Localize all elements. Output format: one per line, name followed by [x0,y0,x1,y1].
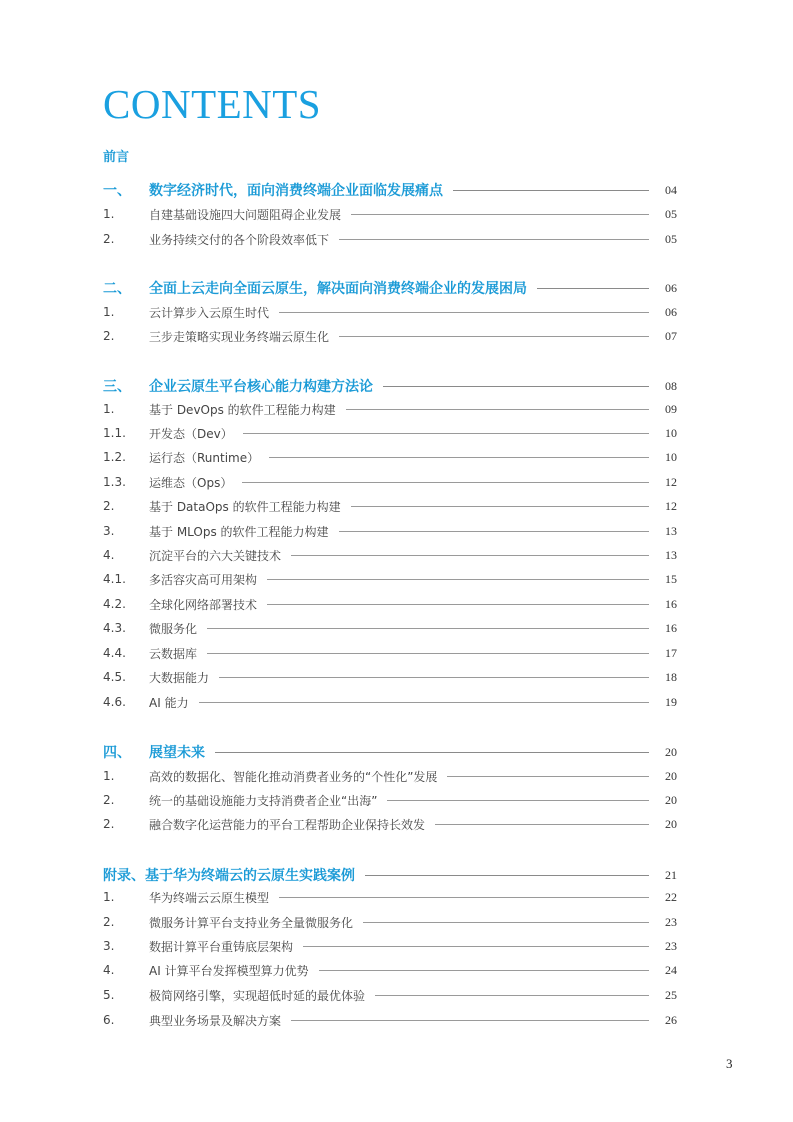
toc-entry[interactable] [103,447,677,467]
page-number: 3 [726,1056,733,1071]
leader-line [346,409,649,410]
toc-entry-page: 05 [665,206,677,221]
toc-entry-title: 数字经济时代，面向消费终端企业面临发展痛点 [149,183,443,199]
toc-entry-page: 15 [665,571,677,586]
toc-entry-page: 23 [665,914,677,929]
leader-line [207,653,649,654]
leader-line [199,702,649,703]
leader-line [351,214,649,215]
toc-entry-page: 16 [665,620,677,635]
toc-entry-number: 3. [103,939,115,953]
leader-line [267,604,649,605]
toc-entry-title: 三步走策略实现业务终端云原生化 [149,329,330,344]
leader-line [279,312,649,313]
toc-entry-title: 云数据库 [149,646,198,661]
toc-entry[interactable] [103,692,677,712]
toc-entry[interactable] [103,814,677,834]
toc-section-heading[interactable] [103,742,677,762]
leader-line [242,482,649,483]
toc-entry[interactable] [103,569,677,589]
toc-entry-page: 12 [665,474,677,489]
toc-entry-title: AI 能力 [149,695,189,710]
leader-line [279,897,649,898]
toc-entry-title: 全面上云走向全面云原生，解决面向消费终端企业的发展困局 [149,281,527,297]
toc-entry-number: 4.3. [103,621,126,635]
toc-entry[interactable] [103,936,677,956]
leader-line [219,677,649,678]
toc-entry[interactable] [103,643,677,663]
leader-line [243,433,649,434]
toc-entry-page: 25 [665,987,677,1002]
toc-entry-title: 基于 DataOps 的软件工程能力构建 [149,499,341,514]
toc-entry-number: 1. [103,207,115,221]
toc-entry-title: 沉淀平台的六大关键技术 [149,548,282,563]
toc-entry-number: 2. [103,499,115,513]
toc-entry[interactable] [103,423,677,443]
toc-entry-title: 基于 MLOps 的软件工程能力构建 [149,524,329,539]
toc-entry-title: 开发态（Dev） [149,426,233,441]
toc-entry[interactable] [103,887,677,907]
toc-entry[interactable] [103,618,677,638]
toc-entry[interactable] [103,521,677,541]
toc-entry-title: 大数据能力 [149,670,210,685]
toc-entry[interactable] [103,912,677,932]
toc-entry-number: 4.2. [103,597,126,611]
toc-entry-page: 20 [665,768,677,783]
toc-entry[interactable] [103,496,677,516]
toc-entry-number: 1. [103,402,115,416]
toc-entry[interactable] [103,985,677,1005]
toc-entry-title: AI 计算平台发挥模型算力优势 [149,963,309,978]
toc-entry-page: 17 [665,645,677,660]
toc-entry-page: 13 [665,547,677,562]
toc-entry-number: 4.5. [103,670,126,684]
leader-line [207,628,649,629]
toc-section-heading[interactable] [103,376,677,396]
toc-entry-number: 1.2. [103,450,126,464]
toc-entry-page: 16 [665,596,677,611]
leader-line [291,555,649,556]
leader-line [303,946,649,947]
toc-entry-title: 微服务计算平台支持业务全量微服务化 [149,915,354,930]
toc-entry-number: 2. [103,915,115,929]
toc-entry-title: 华为终端云云原生模型 [149,890,270,905]
toc-entry-number: 1. [103,890,115,904]
toc-entry-page: 19 [665,694,677,709]
toc-entry[interactable] [103,1010,677,1030]
toc-entry-title: 业务持续交付的各个阶段效率低下 [149,232,330,247]
leader-line [291,1020,649,1021]
leader-line [383,386,649,387]
toc-entry-page: 21 [665,867,677,882]
page-title: CONTENTS [103,81,322,127]
toc-section-heading[interactable] [103,865,677,885]
toc-entry-title: 展望未来 [149,745,205,761]
leader-line [387,800,649,801]
leader-line [339,336,649,337]
toc-entry-number: 2. [103,232,115,246]
toc-entry-title: 企业云原生平台核心能力构建方法论 [149,379,373,395]
toc-entry-page: 13 [665,523,677,538]
toc-entry-page: 10 [665,449,677,464]
toc-entry-number: 2. [103,817,115,831]
toc-entry-number: 三、 [103,379,131,395]
toc-entry-title: 基于 DevOps 的软件工程能力构建 [149,402,336,417]
toc-entry[interactable] [103,790,677,810]
toc-entry-page: 18 [665,669,677,684]
leader-line [215,752,649,753]
toc-entry-title: 典型业务场景及解决方案 [149,1013,282,1028]
leader-line [435,824,649,825]
toc-entry-number: 二、 [103,281,131,297]
toc-preface-link[interactable]: 前言 [103,150,130,165]
toc-entry-title: 高效的数据化、智能化推动消费者业务的“个性化”发展 [149,769,438,784]
toc-entry-page: 07 [665,328,677,343]
toc-entry-title: 极简网络引擎，实现超低时延的最优体验 [149,988,366,1003]
toc-entry-title: 云计算步入云原生时代 [149,305,270,320]
toc-entry[interactable] [103,766,677,786]
toc-entry-number: 3. [103,524,115,538]
leader-line [537,288,649,289]
toc-entry-page: 20 [665,744,677,759]
toc-entry-page: 10 [665,425,677,440]
toc-entry[interactable] [103,326,677,346]
toc-entry-page: 08 [665,378,677,393]
toc-entry-title: 全球化网络部署技术 [149,597,258,612]
toc-entry-number: 6. [103,1013,115,1027]
toc-entry-number: 2. [103,793,115,807]
toc-entry[interactable] [103,960,677,980]
toc-entry-title: 运维态（Ops） [149,475,233,490]
toc-entry-page: 20 [665,792,677,807]
toc-entry-title: 运行态（Runtime） [149,450,260,465]
toc-entry[interactable] [103,204,677,224]
toc-entry-title: 融合数字化运营能力的平台工程帮助企业保持长效发 [149,817,426,832]
toc-entry-page: 06 [665,304,677,319]
toc-entry-number: 2. [103,329,115,343]
leader-line [351,506,649,507]
leader-line [453,190,649,191]
toc-entry-title: 基于华为终端云的云原生实践案例 [145,868,355,884]
toc-entry-number: 1.3. [103,475,126,489]
toc-entry-title: 自建基础设施四大问题阻碍企业发展 [149,207,342,222]
toc-entry-number: 4.1. [103,572,126,586]
toc-entry-page: 24 [665,962,677,977]
toc-entry[interactable] [103,399,677,419]
toc-entry-page: 26 [665,1012,677,1027]
toc-entry-number: 一、 [103,183,131,199]
toc-entry-number: 4. [103,963,115,977]
toc-entry-page: 12 [665,498,677,513]
toc-section-heading[interactable] [103,180,677,200]
toc-entry-number: 1. [103,305,115,319]
toc-entry-number: 5. [103,988,115,1002]
toc-entry-title: 微服务化 [149,621,198,636]
toc-entry[interactable] [103,302,677,322]
toc-entry-number: 附录、 [103,868,145,884]
leader-line [319,970,649,971]
toc-entry[interactable] [103,545,677,565]
toc-entry-page: 05 [665,231,677,246]
toc-entry[interactable] [103,229,677,249]
toc-entry-page: 09 [665,401,677,416]
toc-entry[interactable] [103,472,677,492]
toc-entry-title: 数据计算平台重铸底层架构 [149,939,294,954]
toc-entry-title: 多活容灾高可用架构 [149,572,258,587]
toc-entry-number: 4.4. [103,646,126,660]
leader-line [447,776,649,777]
toc-entry-number: 4.6. [103,695,126,709]
toc-entry[interactable] [103,594,677,614]
leader-line [339,531,649,532]
toc-entry-title: 统一的基础设施能力支持消费者企业“出海” [149,793,378,808]
leader-line [269,457,649,458]
toc-entry-page: 20 [665,816,677,831]
leader-line [363,922,649,923]
toc-entry-number: 4. [103,548,115,562]
toc-entry-number: 四、 [103,745,131,761]
toc-entry-page: 22 [665,889,677,904]
leader-line [267,579,649,580]
toc-entry-number: 1.1. [103,426,126,440]
leader-line [365,875,649,876]
leader-line [375,995,649,996]
toc-entry[interactable] [103,667,677,687]
toc-entry-page: 06 [665,280,677,295]
toc-section-heading[interactable] [103,278,677,298]
toc-entry-number: 1. [103,769,115,783]
toc-entry-page: 04 [665,182,677,197]
toc-entry-page: 23 [665,938,677,953]
leader-line [339,239,649,240]
